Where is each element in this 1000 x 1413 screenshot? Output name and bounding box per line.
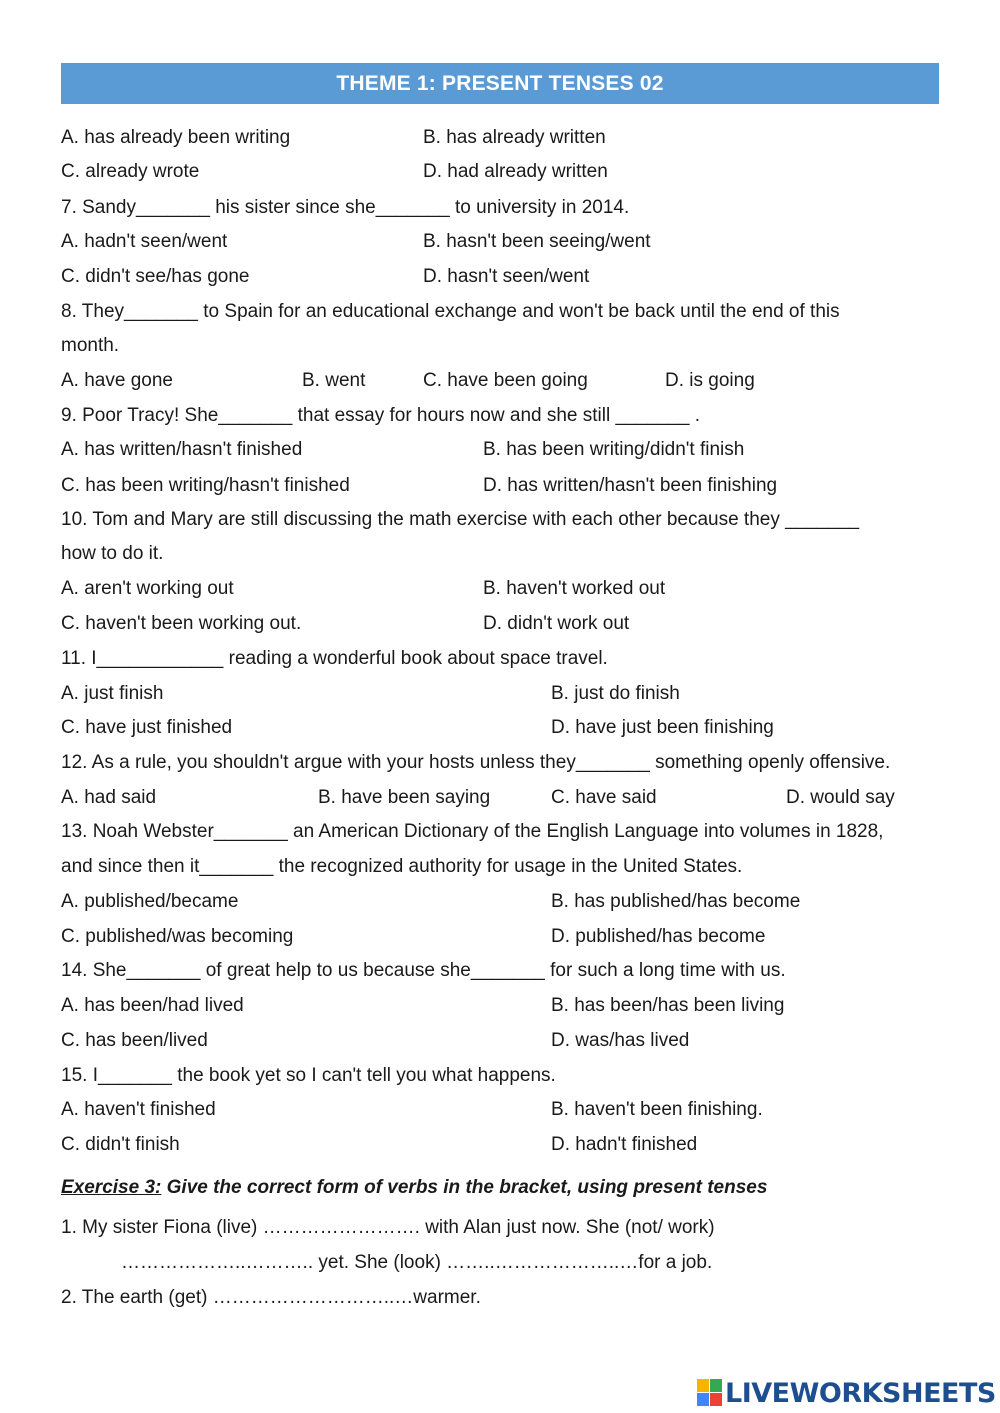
answer-option: D. has written/hasn't been finishing <box>483 475 778 496</box>
answer-option: C. didn't finish <box>61 1134 180 1155</box>
question-13-continued: and since then it_______ the recognized authority for usage in the United States. <box>61 856 743 877</box>
answer-option: D. is going <box>665 370 755 391</box>
answer-option: A. have gone <box>61 370 173 391</box>
answer-option: D. had already written <box>423 161 608 182</box>
answer-option: A. aren't working out <box>61 578 234 599</box>
page-title-banner <box>61 63 939 104</box>
answer-option: B. haven't been finishing. <box>551 1099 763 1120</box>
answer-option: D. published/has become <box>551 926 766 947</box>
question-9: 9. Poor Tracy! She_______ that essay for hours now and she still _______ . <box>61 405 701 426</box>
answer-option: D. would say <box>786 787 895 808</box>
answer-option: A. had said <box>61 787 157 808</box>
exercise-3-item-1-continued: ………………..……….. yet. She (look) ……..………………..…for a job. <box>121 1252 713 1273</box>
liveworksheets-logo-icon <box>697 1379 723 1407</box>
exercise-3-heading <box>61 1177 767 1199</box>
question-11: 11. I____________ reading a wonderful book about space travel. <box>61 648 608 669</box>
question-8: 8. They_______ to Spain for an educational exchange and won't be back until the end of this <box>61 301 840 322</box>
answer-option: C. have been going <box>423 370 588 391</box>
answer-option: C. published/was becoming <box>61 926 294 947</box>
page-title: THEME 1: PRESENT TENSES 02 <box>336 71 664 95</box>
question-12: 12. As a rule, you shouldn't argue with your hosts unless they_______ something openly offensive. <box>61 752 891 773</box>
liveworksheets-logo[interactable] <box>697 1377 996 1409</box>
answer-option: C. didn't see/has gone <box>61 266 250 287</box>
logo-text: LIVEWORKSHEETS <box>725 1377 996 1409</box>
answer-option: D. hasn't seen/went <box>423 266 590 287</box>
question-13: 13. Noah Webster_______ an American Dictionary of the English Language into volumes in 1828, <box>61 821 884 842</box>
answer-option: B. has been/has been living <box>551 995 785 1016</box>
answer-option: A. has already been writing <box>61 127 291 148</box>
answer-option: C. already wrote <box>61 161 200 182</box>
exercise-3-item-1: 1. My sister Fiona (live) ……………………. with Alan just now. She (not/ work) <box>61 1217 715 1238</box>
answer-option: C. have said <box>551 787 657 808</box>
question-15: 15. I_______ the book yet so I can't tell you what happens. <box>61 1065 556 1086</box>
question-8-continued: month. <box>61 335 120 356</box>
question-10-continued: how to do it. <box>61 543 164 564</box>
answer-option: A. has written/hasn't finished <box>61 439 303 460</box>
answer-option: B. hasn't been seeing/went <box>423 231 651 252</box>
answer-option: D. was/has lived <box>551 1030 690 1051</box>
answer-option: B. has been writing/didn't finish <box>483 439 745 460</box>
answer-option: D. didn't work out <box>483 613 630 634</box>
answer-option: A. has been/had lived <box>61 995 244 1016</box>
exercise-3-item-2: 2. The earth (get) ………………………..…warmer. <box>61 1287 481 1308</box>
answer-option: C. has been/lived <box>61 1030 208 1051</box>
answer-option: B. went <box>302 370 366 391</box>
answer-option: C. have just finished <box>61 717 233 738</box>
answer-option: A. published/became <box>61 891 239 912</box>
answer-option: B. haven't worked out <box>483 578 666 599</box>
answer-option: B. has already written <box>423 127 606 148</box>
answer-option: A. haven't finished <box>61 1099 216 1120</box>
question-10: 10. Tom and Mary are still discussing the math exercise with each other because they _______ <box>61 509 860 530</box>
answer-option: A. just finish <box>61 683 164 704</box>
answer-option: B. has published/has become <box>551 891 801 912</box>
exercise-3-instruction: Give the correct form of verbs in the bracket, using present tenses <box>161 1177 768 1198</box>
answer-option: A. hadn't seen/went <box>61 231 228 252</box>
answer-option: D. hadn't finished <box>551 1134 698 1155</box>
answer-option: C. has been writing/hasn't finished <box>61 475 350 496</box>
answer-option: D. have just been finishing <box>551 717 774 738</box>
question-14: 14. She_______ of great help to us because she_______ for such a long time with us. <box>61 960 786 981</box>
answer-option: B. just do finish <box>551 683 680 704</box>
exercise-3-label: Exercise 3: <box>61 1177 162 1198</box>
question-7: 7. Sandy_______ his sister since she_______ to university in 2014. <box>61 197 630 218</box>
answer-option: B. have been saying <box>318 787 491 808</box>
answer-option: C. haven't been working out. <box>61 613 302 634</box>
